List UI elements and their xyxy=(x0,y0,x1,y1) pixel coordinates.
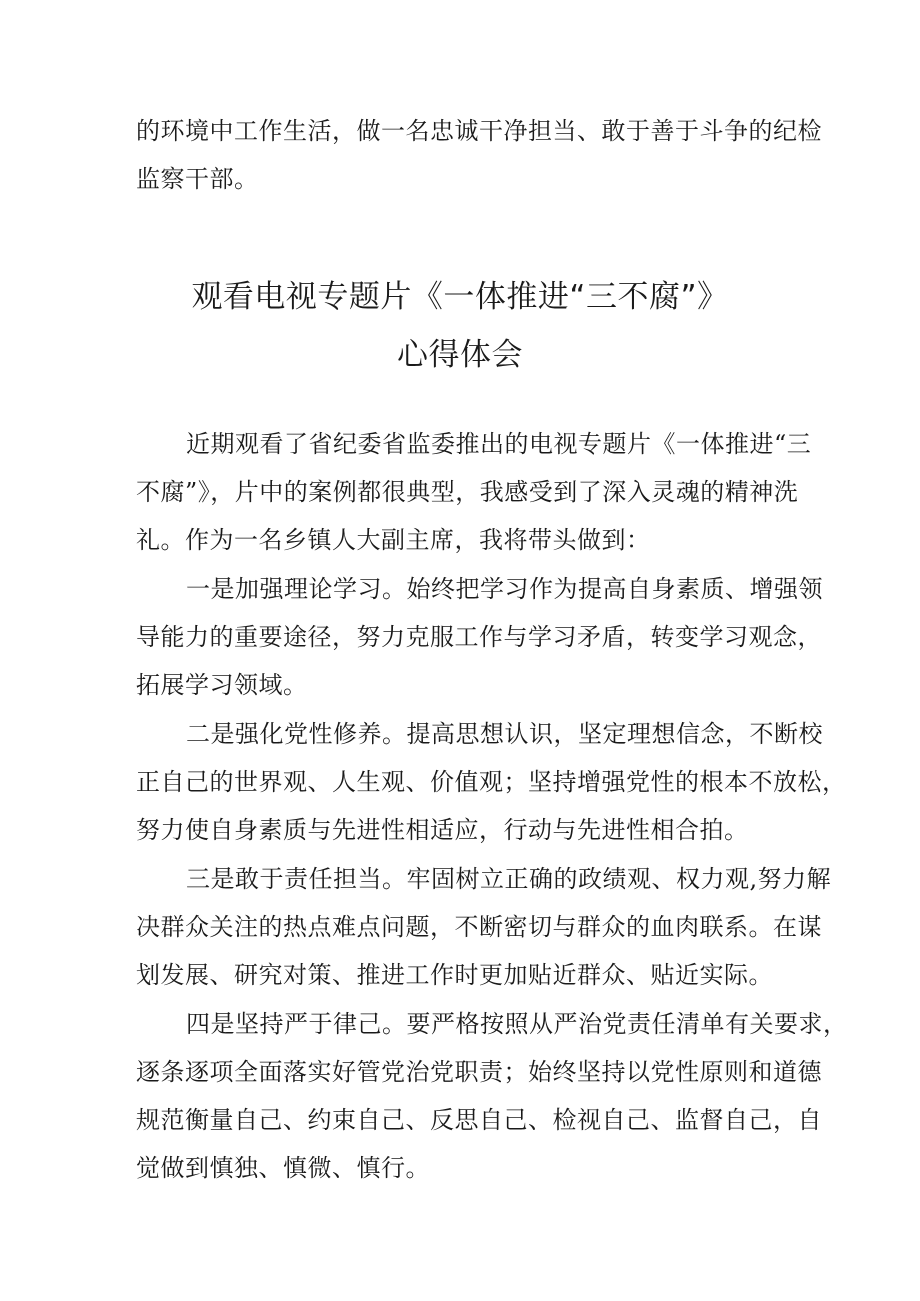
text-line: 不腐”》，片中的案例都很典型，我感受到了深入灵魂的精神洗 xyxy=(136,478,799,506)
text-line: 划发展、研究对策、推进工作时更加贴近群众、贴近实际。 xyxy=(136,961,773,989)
text-line: 努力使自身素质与先进性相适应，行动与先进性相合拍。 xyxy=(136,816,749,844)
text-line: 正自己的世界观、人生观、价值观；坚持增强党性的根本不放松， xyxy=(136,768,847,796)
document-title xyxy=(100,268,820,384)
text-line: 监察干部。 xyxy=(136,165,259,193)
text-line: 决群众关注的热点难点问题，不断密切与群众的血肉联系。在谋 xyxy=(136,913,822,941)
paragraph-point-2 xyxy=(136,710,847,854)
continuation-text xyxy=(136,107,822,203)
text-line: 规范衡量自己、约束自己、反思自己、检视自己、监督自己，自 xyxy=(136,1106,822,1134)
text-line: 近期观看了省纪委省监委推出的电视专题片《一体推进“三 xyxy=(186,430,812,458)
paragraph-point-4 xyxy=(136,1000,848,1192)
text-line: 二是强化党性修养。提高思想认识，坚定理想信念，不断校 xyxy=(186,720,823,748)
paragraph-point-1 xyxy=(136,565,823,709)
text-line: 逐条逐项全面落实好管党治党职责；始终坚持以党性原则和道德 xyxy=(136,1058,822,1086)
text-line: 觉做到慎独、慎微、慎行。 xyxy=(136,1154,430,1182)
text-line: 一是加强理论学习。始终把学习作为提高自身素质、增强领 xyxy=(186,575,823,603)
text-line: 导能力的重要途径，努力克服工作与学习矛盾，转变学习观念， xyxy=(136,623,822,651)
text-line: 礼。作为一名乡镇人大副主席，我将带头做到： xyxy=(136,526,651,554)
text-line: 拓展学习领域。 xyxy=(136,671,308,699)
title-line-2: 心得体会 xyxy=(397,337,523,373)
paragraph-point-3 xyxy=(136,855,832,999)
text-line: 的环境中工作生活，做一名忠诚干净担当、敢于善于斗争的纪检 xyxy=(136,117,822,145)
text-line: 三是敢于责任担当。牢固树立正确的政绩观、权力观,努力解 xyxy=(186,865,832,893)
text-line: 四是坚持严于律己。要严格按照从严治党责任清单有关要求， xyxy=(186,1010,848,1038)
title-line-1: 观看电视专题片《一体推进“三不腐”》 xyxy=(191,279,729,315)
paragraph-intro xyxy=(136,420,812,564)
